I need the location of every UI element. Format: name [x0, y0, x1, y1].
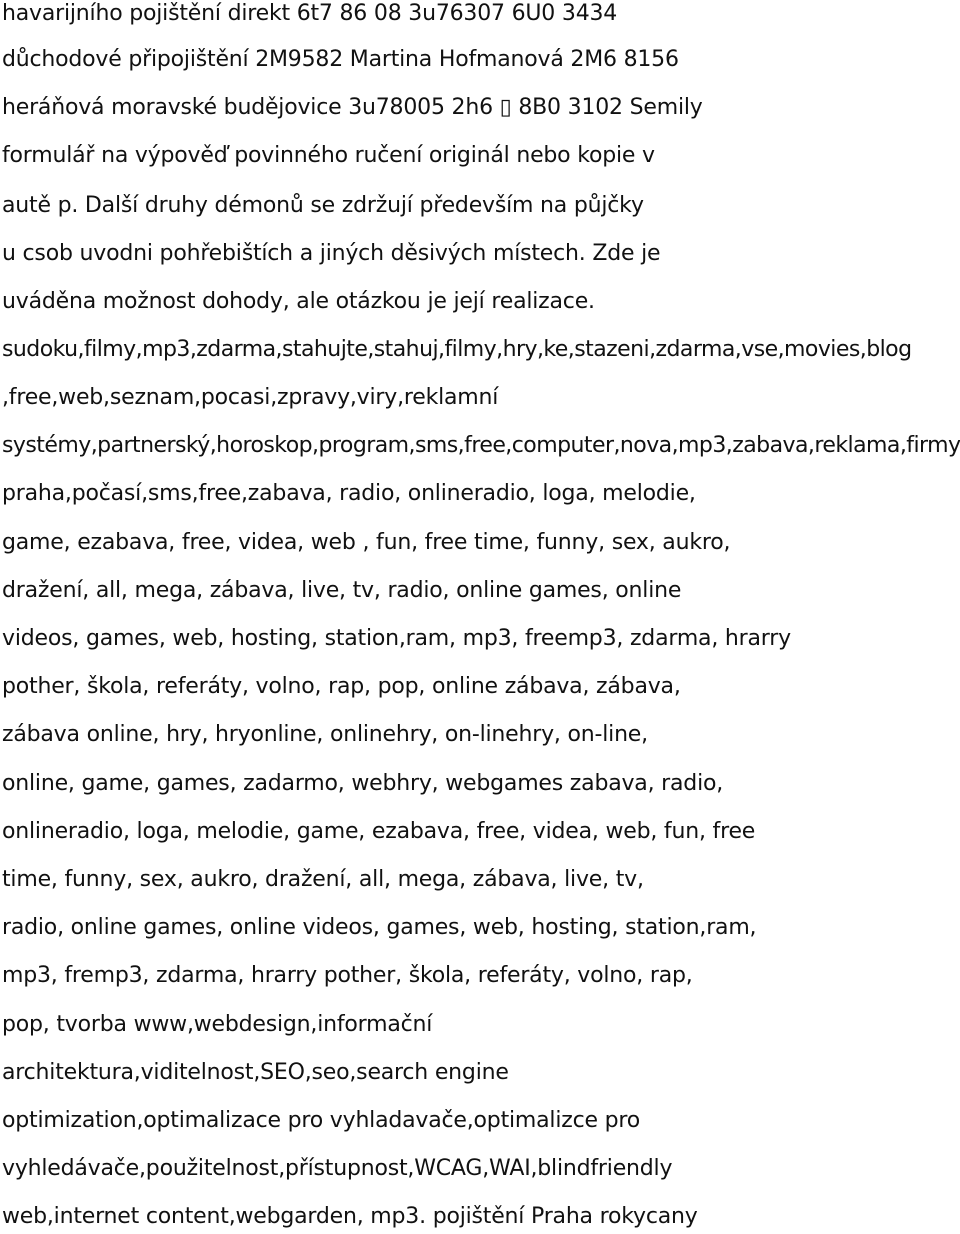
text-line: autě p. Další druhy démonů se zdržují především na půjčky [2, 193, 644, 218]
text-line: pop, tvorba www,webdesign,informační [2, 1012, 433, 1037]
text-line: zábava online, hry, hryonline, onlinehry, on-linehry, on-line, [2, 722, 648, 747]
text-line: radio, online games, online videos, games, web, hosting, station,ram, [2, 915, 757, 940]
text-line: onlineradio, loga, melodie, game, ezabava, free, videa, web, fun, free [2, 819, 756, 844]
text-line: ,free,web,seznam,pocasi,zpravy,viry,reklamní [2, 385, 499, 410]
text-line: u csob uvodni pohřebištích a jiných děsivých místech. Zde je [2, 241, 661, 266]
text-line: sudoku,filmy,mp3,zdarma,stahujte,stahuj,filmy,hry,ke,stazeni,zdarma,vse,movies,blog [2, 337, 912, 362]
text-line: systémy,partnerský,horoskop,program,sms,free,computer,nova,mp3,zabava,reklama,firmy [2, 433, 960, 458]
text-line: praha,počasí,sms,free,zabava, radio, onlineradio, loga, melodie, [2, 481, 696, 506]
text-line: architektura,viditelnost,SEO,seo,search engine [2, 1060, 509, 1085]
text-line: uváděna možnost dohody, ale otázkou je její realizace. [2, 289, 595, 314]
text-line: dražení, all, mega, zábava, live, tv, radio, online games, online [2, 578, 682, 603]
text-line: online, game, games, zadarmo, webhry, webgames zabava, radio, [2, 771, 724, 796]
text-line: důchodové připojištění 2M9582 Martina Hofmanová 2M6 8156 [2, 47, 679, 72]
text-line: vyhledávače,použitelnost,přístupnost,WCAG,WAI,blindfriendly [2, 1156, 673, 1181]
text-line: formulář na výpověď povinného ručení originál nebo kopie v [2, 143, 655, 168]
text-line: optimization,optimalizace pro vyhladavače,optimalizce pro [2, 1108, 641, 1133]
text-line: game, ezabava, free, videa, web , fun, free time, funny, sex, aukro, [2, 530, 731, 555]
text-line: time, funny, sex, aukro, dražení, all, mega, zábava, live, tv, [2, 867, 644, 892]
text-line: havarijního pojištění direkt 6t7 86 08 3u76307 6U0 3434 [2, 1, 618, 26]
text-line: web,internet content,webgarden, mp3. pojištění Praha rokycany [2, 1204, 698, 1229]
text-line: pother, škola, referáty, volno, rap, pop, online zábava, zábava, [2, 674, 681, 699]
text-line: heráňová moravské budějovice 3u78005 2h6 ▯ 8B0 3102 Semily [2, 95, 703, 120]
text-line: mp3, fremp3, zdarma, hrarry pother, škola, referáty, volno, rap, [2, 963, 693, 988]
text-line: videos, games, web, hosting, station,ram, mp3, freemp3, zdarma, hrarry [2, 626, 791, 651]
